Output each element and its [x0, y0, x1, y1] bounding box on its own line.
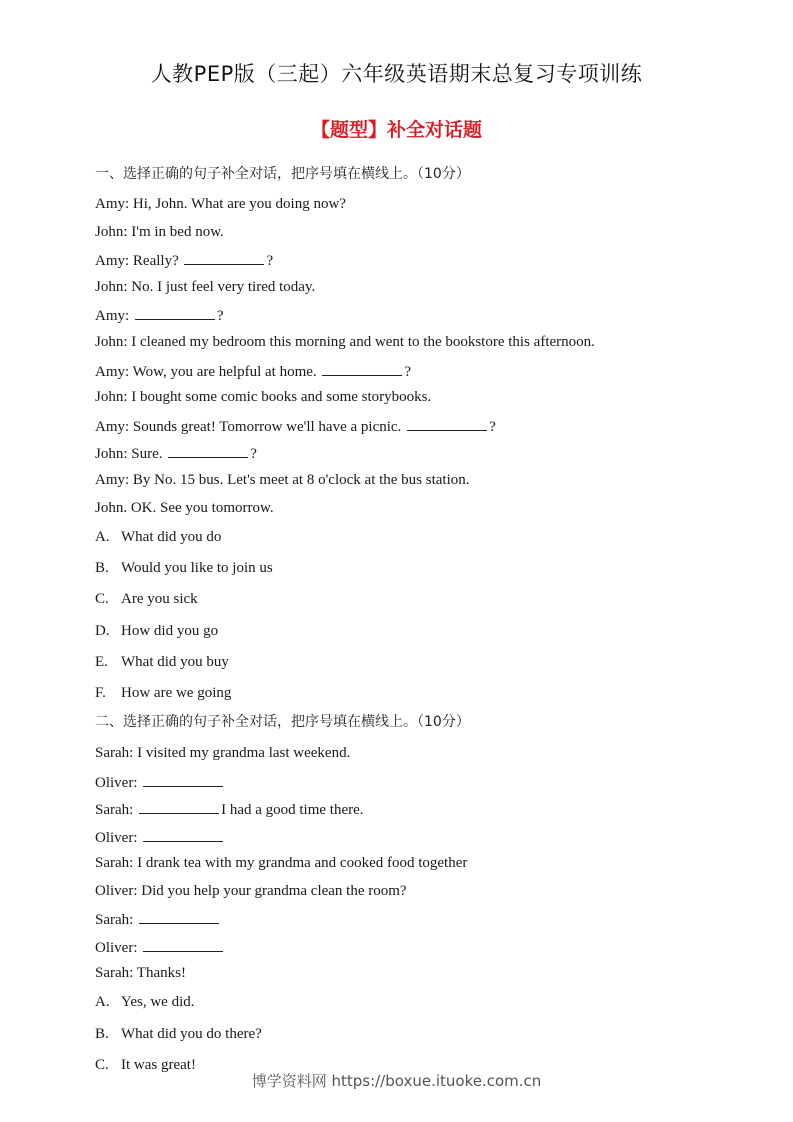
dialogue-text: Amy: Hi, John. What are you doing now? [95, 196, 346, 212]
dialogue-line [95, 744, 350, 762]
dialogue-text: Oliver: [95, 774, 138, 791]
answer-blank[interactable] [139, 799, 219, 814]
dialogue-text: John: I bought some comic books and some storybooks. [95, 389, 432, 406]
dialogue-text: Amy: By No. 15 bus. Let's meet at 8 o'clock at the bus station. [95, 472, 470, 488]
dialogue-line [95, 854, 467, 872]
dialogue-text: John: I'm in bed now. [95, 223, 224, 240]
answer-blank[interactable] [322, 361, 402, 376]
dialogue-line [95, 361, 411, 381]
dialogue-text: John. OK. See you tomorrow. [95, 499, 274, 516]
dialogue-text: Sarah: Thanks! [95, 965, 186, 981]
dialogue-text-after: I had a good time there. [221, 802, 364, 818]
option-letter: D. [95, 622, 110, 639]
option-letter: C. [95, 1057, 109, 1073]
answer-option [95, 684, 231, 702]
answer-option [95, 528, 221, 546]
question-type-subtitle: 【题型】补全对话题 [310, 119, 482, 141]
option-text: Would you like to join us [121, 560, 273, 577]
dialogue-text-after: ? [266, 253, 274, 270]
dialogue-text-after: ? [404, 363, 412, 380]
answer-option [95, 559, 273, 577]
dialogue-text: John: Sure. [95, 446, 163, 463]
dialogue-text: Sarah: I visited my grandma last weekend. [95, 745, 351, 761]
dialogue-text-after: ? [489, 418, 496, 435]
dialogue-text: Amy: Sounds great! Tomorrow we'll have a picnic. [95, 418, 402, 435]
dialogue-text: Oliver: [95, 829, 138, 846]
dialogue-line [95, 882, 407, 900]
option-text: How did you go [121, 622, 219, 639]
document-title: 人教PEP版（三起）六年级英语期末总复习专项训练 [150, 62, 643, 86]
dialogue-text: Sarah: [95, 912, 134, 928]
answer-option [95, 622, 218, 640]
dialogue-text: Sarah: [95, 802, 134, 818]
option-letter: B. [95, 560, 109, 577]
section2-heading: 二、选择正确的句子补全对话，把序号填在横线上。（10分） [95, 714, 470, 730]
dialogue-line [95, 443, 257, 463]
dialogue-line [95, 305, 224, 325]
answer-blank[interactable] [139, 909, 219, 924]
answer-blank[interactable] [168, 443, 248, 458]
option-text: What did you do [121, 529, 222, 545]
answer-option [95, 1025, 262, 1043]
answer-blank[interactable] [143, 772, 223, 787]
dialogue-line [95, 388, 431, 406]
option-letter: F. [95, 685, 106, 701]
dialogue-line [95, 471, 470, 489]
dialogue-line [95, 964, 186, 982]
option-text: How are we going [121, 685, 232, 701]
dialogue-line [95, 333, 595, 351]
dialogue-text: Sarah: I drank tea with my grandma and cooked food together [95, 855, 468, 871]
option-letter: A. [95, 529, 110, 545]
dialogue-line [95, 772, 225, 792]
dialogue-line [95, 416, 496, 436]
answer-blank[interactable] [184, 250, 264, 265]
answer-blank[interactable] [407, 416, 487, 431]
dialogue-line [95, 223, 224, 241]
section1-heading: 一、选择正确的句子补全对话，把序号填在横线上。（10分） [95, 166, 470, 182]
option-letter: B. [95, 1025, 109, 1042]
answer-option [95, 993, 194, 1011]
dialogue-line [95, 195, 346, 213]
dialogue-line [95, 499, 274, 517]
option-text: It was great! [121, 1057, 196, 1073]
dialogue-text: John: No. I just feel very tired today. [95, 278, 316, 295]
dialogue-text: Amy: [95, 308, 130, 325]
answer-blank[interactable] [143, 937, 223, 952]
answer-blank[interactable] [135, 305, 215, 320]
answer-option [95, 653, 229, 671]
option-text: What did you do there? [121, 1025, 262, 1042]
dialogue-text: Amy: Wow, you are helpful at home. [95, 363, 317, 380]
dialogue-text: John: I cleaned my bedroom this morning and went to the bookstore this afternoon. [95, 334, 595, 350]
dialogue-text: Oliver: [95, 939, 138, 956]
option-letter: A. [95, 994, 110, 1010]
dialogue-line [95, 278, 315, 296]
answer-option [95, 590, 198, 608]
option-letter: E. [95, 653, 108, 670]
dialogue-line [95, 937, 225, 957]
dialogue-text: Oliver: Did you help your grandma clean the room? [95, 882, 407, 899]
option-letter: C. [95, 591, 109, 608]
dialogue-text: Amy: Really? [95, 253, 179, 270]
dialogue-line [95, 250, 273, 270]
option-text: Yes, we did. [121, 994, 195, 1010]
answer-blank[interactable] [143, 827, 223, 842]
footer-watermark: 博学资料网 https://boxue.ituoke.com.cn [251, 1072, 542, 1090]
dialogue-text-after: ? [216, 308, 224, 325]
dialogue-text-after: ? [250, 446, 257, 463]
dialogue-line [95, 827, 225, 847]
dialogue-line [95, 909, 221, 929]
option-text: What did you buy [121, 653, 229, 670]
option-text: Are you sick [121, 591, 198, 608]
dialogue-line [95, 799, 364, 819]
